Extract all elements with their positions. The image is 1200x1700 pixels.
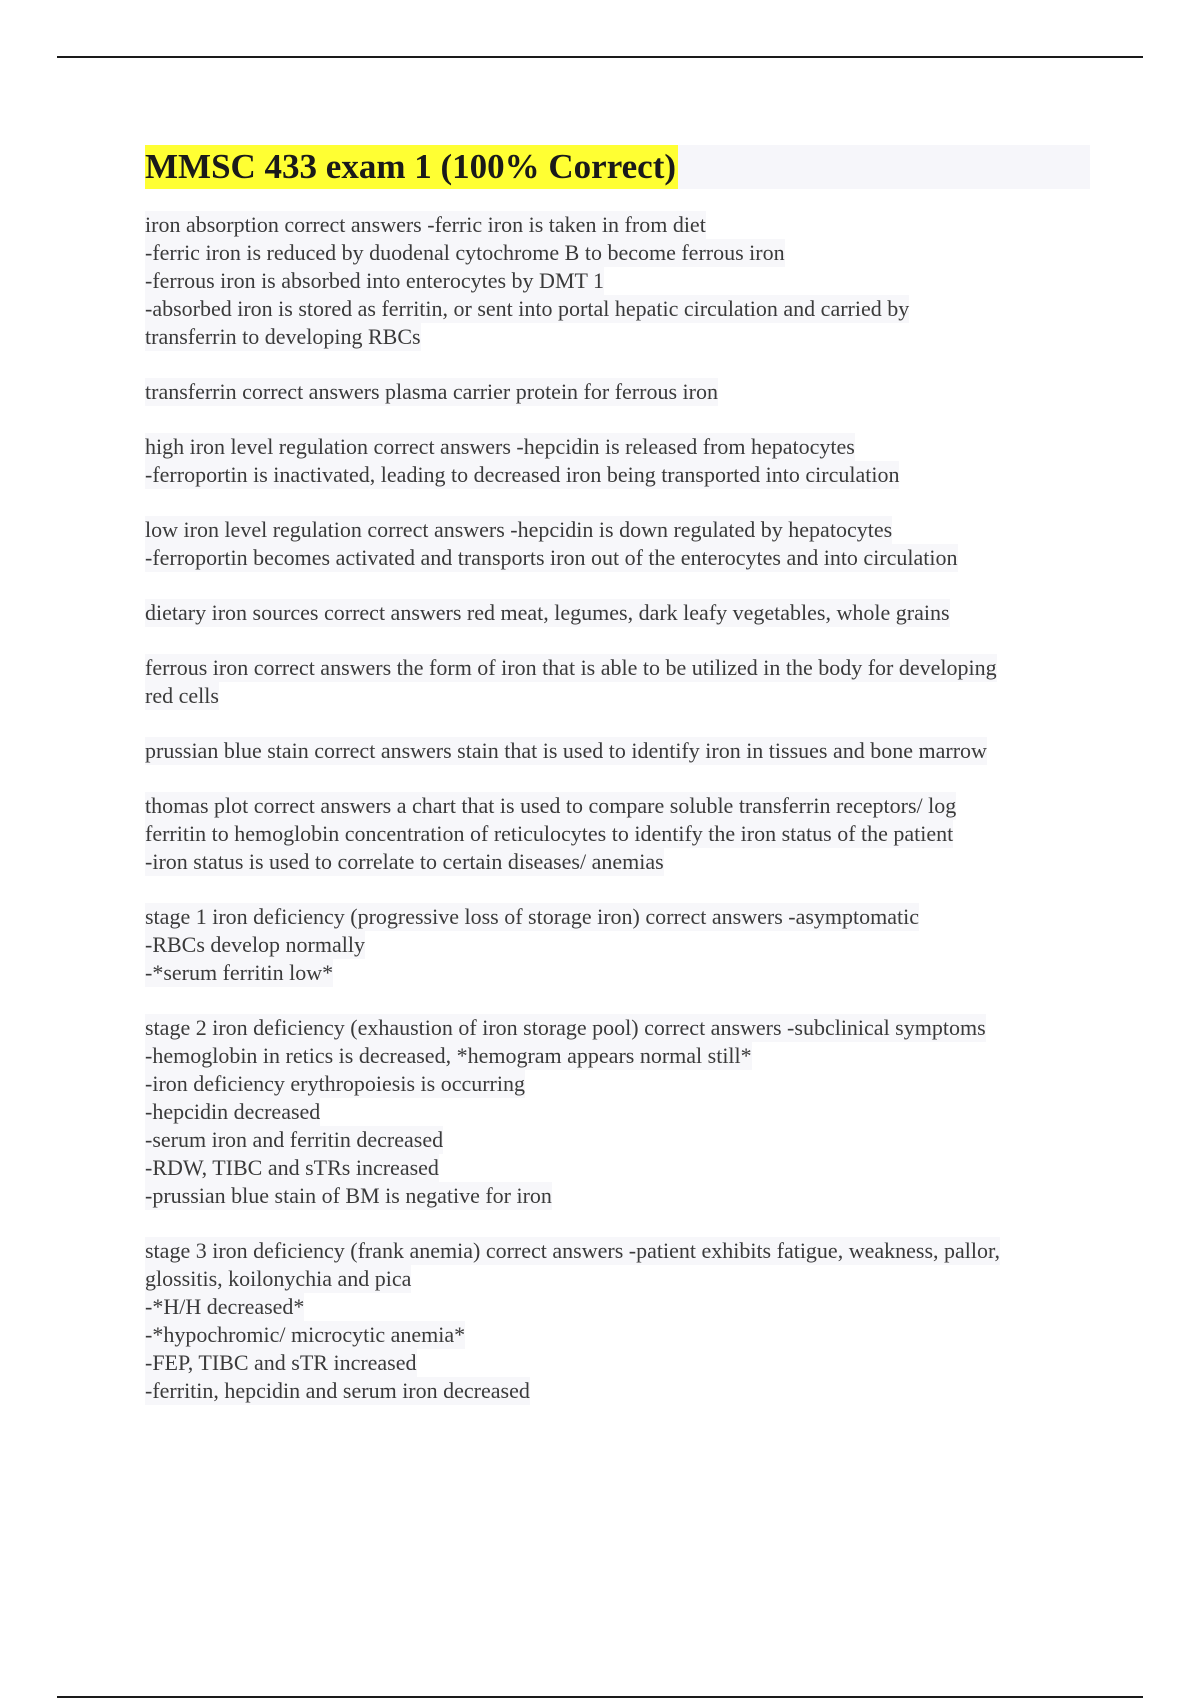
qa-answer-line: -ferroportin is inactivated, leading to decreased iron being transported into circulation [145, 462, 900, 487]
qa-answer-line: -serum iron and ferritin decreased [145, 1127, 444, 1152]
qa-answer-line: -*serum ferritin low* [145, 960, 334, 985]
qa-entry [145, 211, 1090, 351]
qa-answer-line: -prussian blue stain of BM is negative for iron [145, 1183, 552, 1208]
qa-entry [145, 792, 1090, 876]
qa-entry [145, 378, 1090, 406]
qa-question-line: stage 2 iron deficiency (exhaustion of iron storage pool) correct answers -subclinical symptoms [145, 1015, 986, 1040]
qa-answer-line: -RDW, TIBC and sTRs increased [145, 1155, 439, 1180]
qa-entry [145, 654, 1090, 710]
qa-question-line: thomas plot correct answers a chart that is used to compare soluble transferrin receptors/ log [145, 793, 957, 818]
qa-answer-line: red cells [145, 683, 219, 708]
top-rule [57, 56, 1143, 58]
qa-answer-line: -*hypochromic/ microcytic anemia* [145, 1322, 466, 1347]
qa-answer-line: -hepcidin decreased [145, 1099, 321, 1124]
qa-answer-line: -absorbed iron is stored as ferritin, or sent into portal hepatic circulation and carried by [145, 296, 910, 321]
document-title: MMSC 433 exam 1 (100% Correct) [145, 145, 678, 189]
qa-entry [145, 599, 1090, 627]
qa-entry [145, 737, 1090, 765]
qa-answer-line: -ferroportin becomes activated and transports iron out of the enterocytes and into circulation [145, 545, 958, 570]
qa-question-line: low iron level regulation correct answers -hepcidin is down regulated by hepatocytes [145, 517, 893, 542]
qa-entry [145, 433, 1090, 489]
qa-answer-line: -ferrous iron is absorbed into enterocytes by DMT 1 [145, 268, 605, 293]
qa-question-line: dietary iron sources correct answers red meat, legumes, dark leafy vegetables, whole grains [145, 600, 950, 625]
qa-question-line: iron absorption correct answers -ferric iron is taken in from diet [145, 212, 706, 237]
qa-answer-line: -ferritin, hepcidin and serum iron decreased [145, 1378, 530, 1403]
qa-entry [145, 1237, 1090, 1405]
qa-answer-line: -ferric iron is reduced by duodenal cytochrome B to become ferrous iron [145, 240, 785, 265]
qa-answer-line: -RBCs develop normally [145, 932, 365, 957]
qa-answer-line: transferrin to developing RBCs [145, 324, 421, 349]
qa-list [145, 211, 1090, 1405]
qa-question-line: high iron level regulation correct answers -hepcidin is released from hepatocytes [145, 434, 855, 459]
qa-question-line: stage 3 iron deficiency (frank anemia) correct answers -patient exhibits fatigue, weakness, pallor, [145, 1238, 1000, 1263]
qa-entry [145, 516, 1090, 572]
title-band [145, 145, 1090, 189]
bottom-rule [57, 1696, 1143, 1698]
qa-answer-line: -iron deficiency erythropoiesis is occurring [145, 1071, 525, 1096]
qa-answer-line: -hemoglobin in retics is decreased, *hemogram appears normal still* [145, 1043, 752, 1068]
document-body [145, 145, 1090, 1432]
qa-answer-line: -iron status is used to correlate to certain diseases/ anemias [145, 849, 664, 874]
qa-question-line: stage 1 iron deficiency (progressive loss of storage iron) correct answers -asymptomatic [145, 904, 920, 929]
qa-answer-line: ferritin to hemoglobin concentration of reticulocytes to identify the iron status of the patient [145, 821, 954, 846]
qa-answer-line: -*H/H decreased* [145, 1294, 305, 1319]
qa-entry [145, 903, 1090, 987]
qa-entry [145, 1014, 1090, 1210]
qa-answer-line: glossitis, koilonychia and pica [145, 1266, 412, 1291]
qa-question-line: ferrous iron correct answers the form of iron that is able to be utilized in the body for developing [145, 655, 997, 680]
qa-question-line: prussian blue stain correct answers stain that is used to identify iron in tissues and bone marrow [145, 738, 987, 763]
qa-question-line: transferrin correct answers plasma carrier protein for ferrous iron [145, 379, 718, 404]
qa-answer-line: -FEP, TIBC and sTR increased [145, 1350, 417, 1375]
